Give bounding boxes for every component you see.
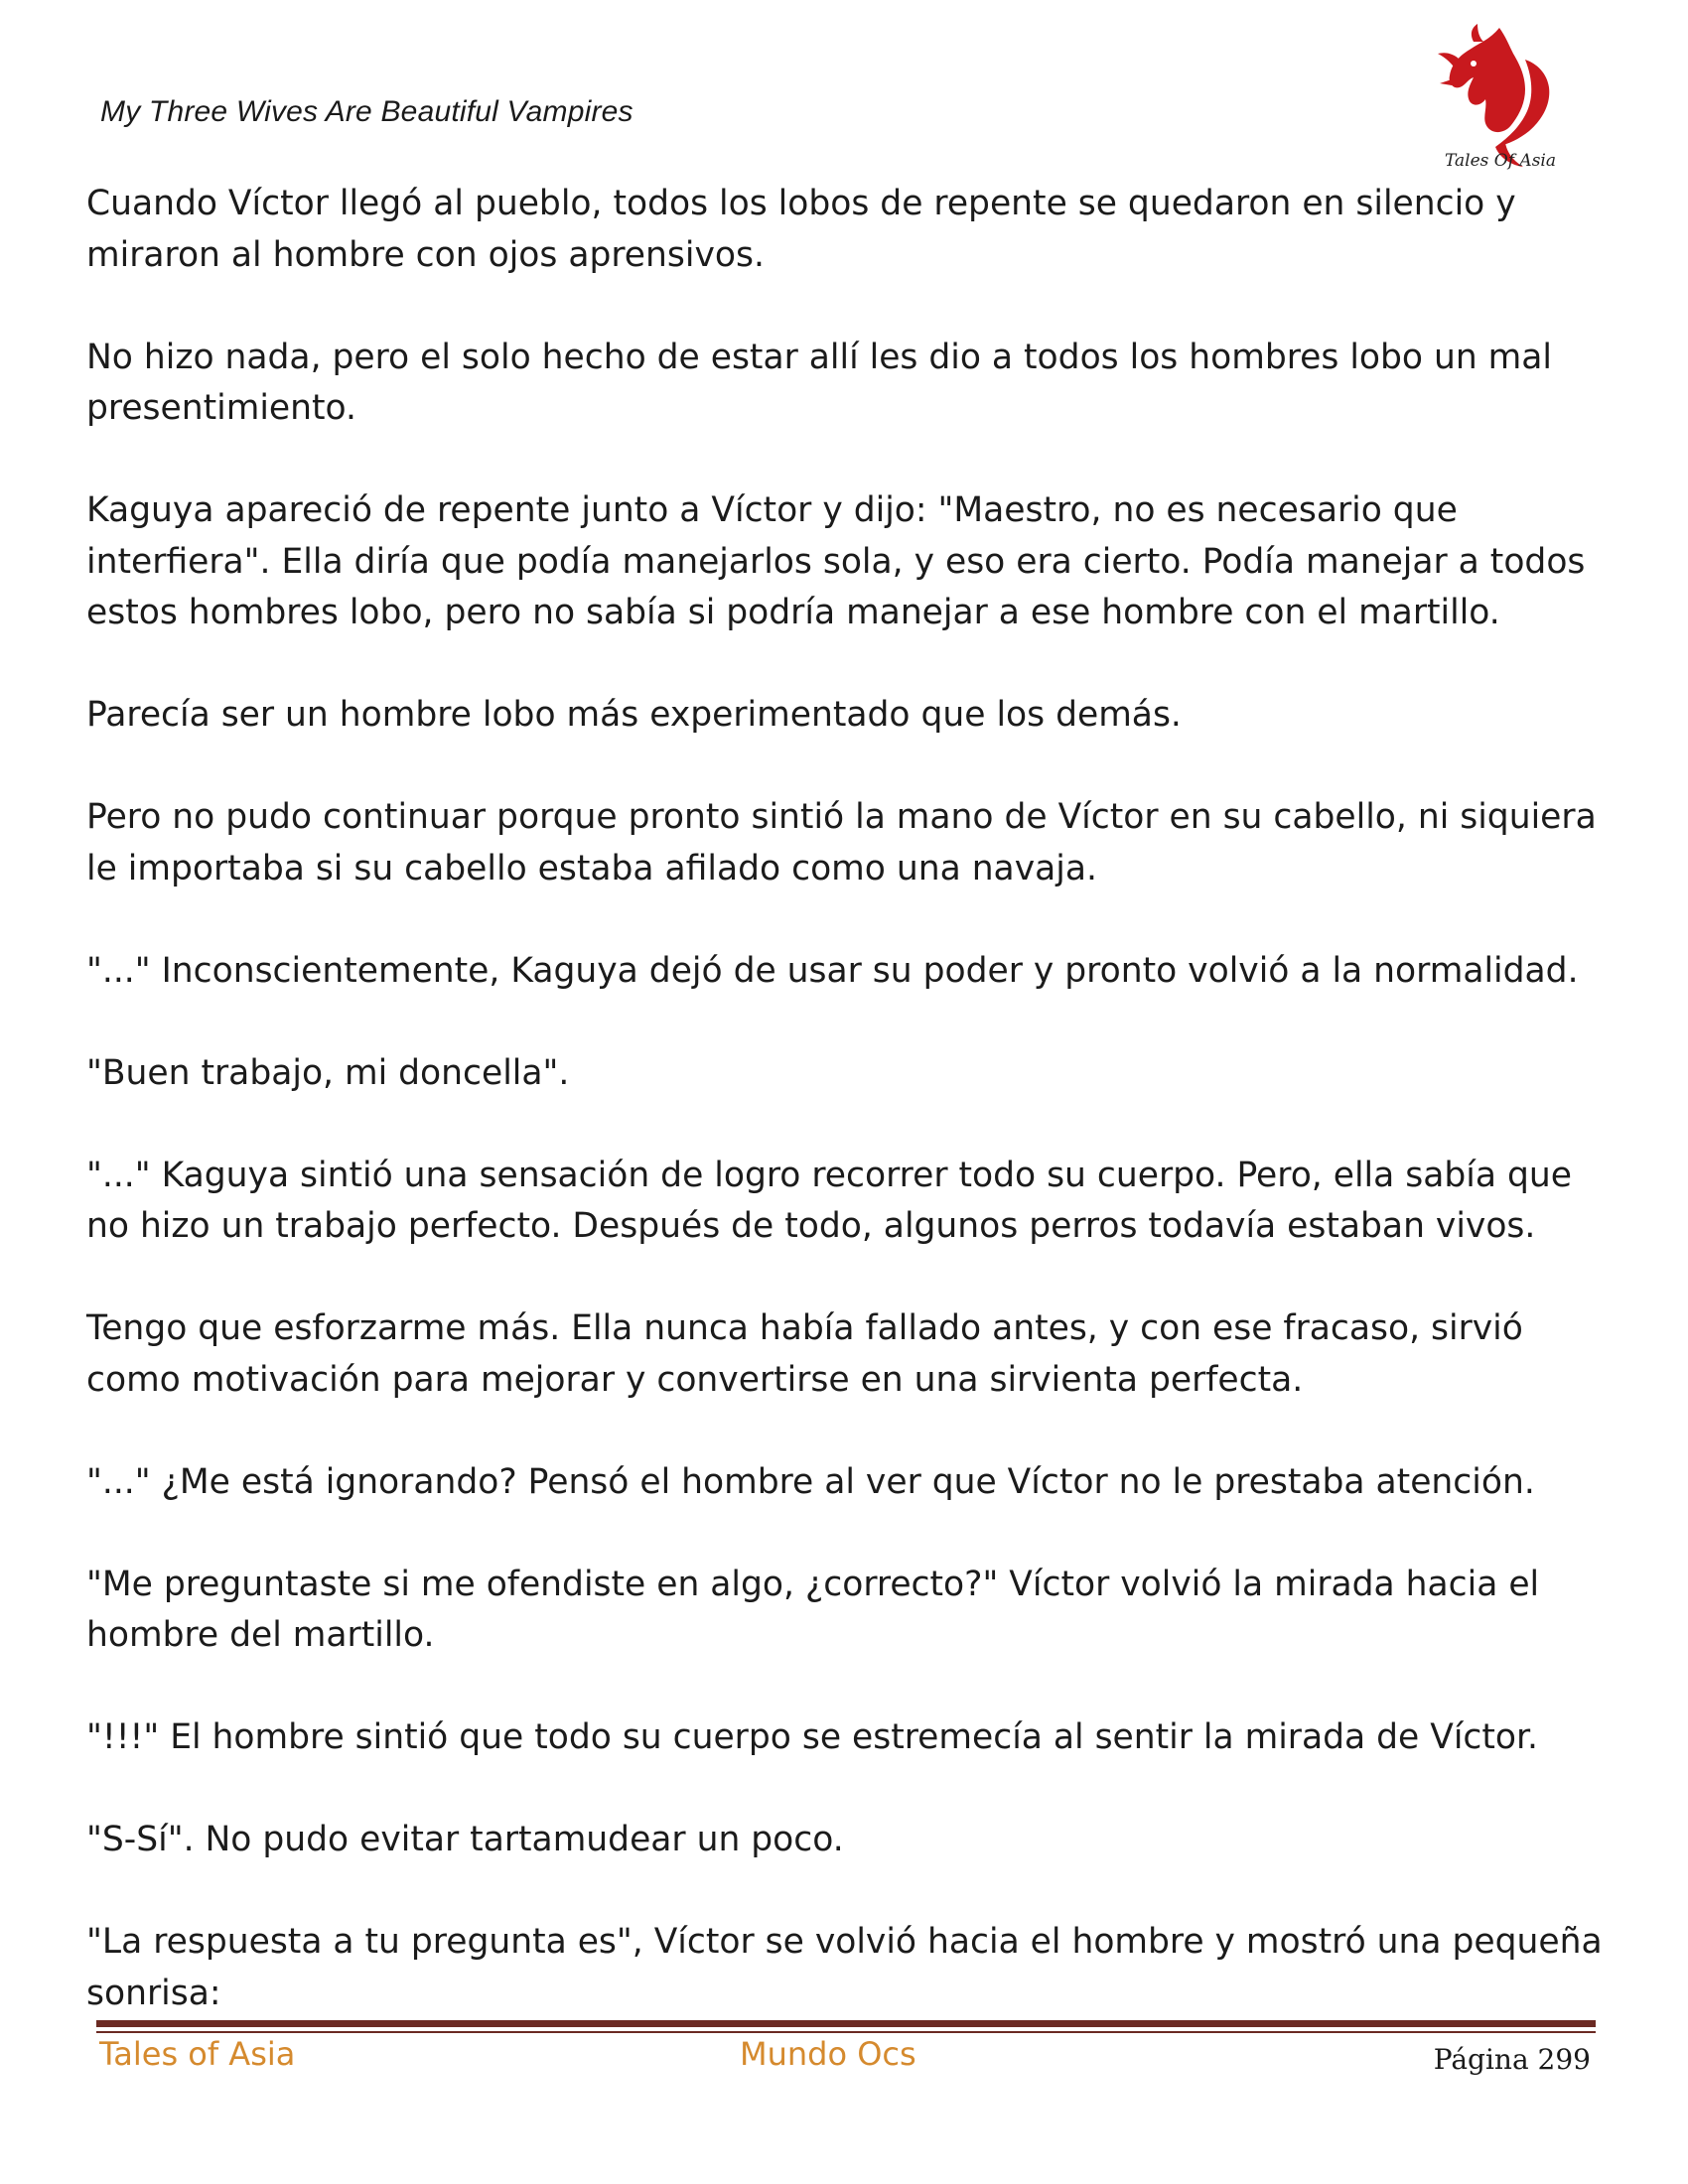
footer-divider-thin <box>96 2031 1596 2033</box>
paragraph: "!!!" El hombre sintió que todo su cuerpo se estremecía al sentir la mirada de Víctor. <box>86 1717 1538 1757</box>
paragraph: "..." Inconscientemente, Kaguya dejó de usar su poder y pronto volvió a la normalidad. <box>86 950 1579 991</box>
paragraph: "..." ¿Me está ignorando? Pensó el hombre al ver que Víctor no le prestaba atención. <box>86 1461 1535 1502</box>
footer-divider-thick <box>96 2020 1596 2027</box>
paragraph: Cuando Víctor llegó al pueblo, todos los lobos de repente se quedaron en silencio y miraron al hombre con ojos aprensivos. <box>86 184 1516 275</box>
paragraph: "..." Kaguya sintió una sensación de logro recorrer todo su cuerpo. Pero, ella sabía que no hizo un trabajo perfecto. Después de todo, algunos perros todavía estaban vivos. <box>86 1155 1572 1246</box>
page-number: Página 299 <box>1433 2043 1591 2076</box>
paragraph: "S-Sí". No pudo evitar tartamudear un poco. <box>86 1820 844 1859</box>
footer-site-name: Tales of Asia <box>99 2035 296 2073</box>
paragraph: Pero no pudo continuar porque pronto sintió la mano de Víctor en su cabello, ni siquiera le importaba si su cabello estaba afilado como una navaja. <box>86 797 1597 888</box>
paragraph: "Me preguntaste si me ofendiste en algo, ¿correcto?" Víctor volvió la mirada hacia el hombre del martillo. <box>86 1564 1540 1655</box>
paragraph: "Buen trabajo, mi doncella". <box>86 1052 570 1093</box>
paragraph: Parecía ser un hombre lobo más experimentado que los demás. <box>86 695 1182 735</box>
logo-caption: Tales Of Asia <box>1445 151 1556 171</box>
paragraph: No hizo nada, pero el solo hecho de estar allí les dio a todos los hombres lobo un mal presentimiento. <box>86 337 1553 428</box>
paragraph: Kaguya apareció de repente junto a Víctor y dijo: "Maestro, no es necesario que interfiera". Ella diría que podía manejarlos sola, y eso era cierto. Podía manejar a todos estos hombres lobo, pero no sabía si podría manejar a ese hombre con el martillo. <box>86 490 1586 632</box>
chapter-body <box>86 179 1616 2019</box>
paragraph: "La respuesta a tu pregunta es", Víctor se volvió hacia el hombre y mostró una pequeña sonrisa: <box>86 1922 1603 2013</box>
footer-group-name: Mundo Ocs <box>740 2035 916 2073</box>
paragraph: Tengo que esforzarme más. Ella nunca había fallado antes, y con ese fracaso, sirvió como motivación para mejorar y convertirse en una sirvienta perfecta. <box>86 1308 1523 1400</box>
book-title: My Three Wives Are Beautiful Vampires <box>100 95 633 128</box>
